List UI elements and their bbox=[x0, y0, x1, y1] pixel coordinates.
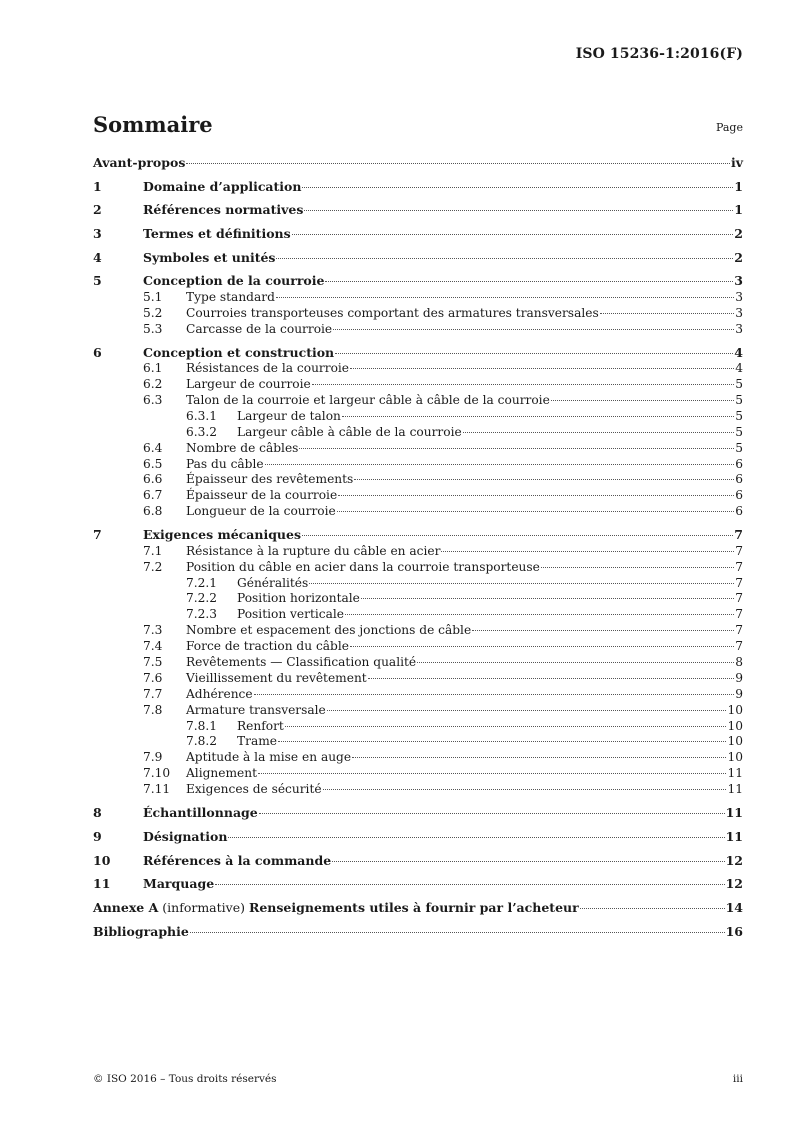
toc-entry-title: Exigences mécaniques bbox=[143, 527, 302, 543]
toc-entry[interactable] bbox=[93, 805, 743, 821]
toc-entry[interactable] bbox=[93, 560, 743, 576]
toc-entry[interactable] bbox=[93, 655, 743, 671]
toc-entry[interactable] bbox=[93, 719, 743, 735]
toc-entry-number: 5.3 bbox=[143, 321, 163, 336]
toc-entry-number: 5.1 bbox=[143, 289, 163, 304]
dot-leader bbox=[276, 297, 734, 298]
toc-entry-page: 11 bbox=[725, 829, 743, 845]
toc-entry-page: 11 bbox=[727, 766, 743, 781]
dot-leader bbox=[323, 789, 727, 790]
toc-entry-page: 8 bbox=[735, 655, 743, 670]
dot-leader bbox=[186, 163, 730, 164]
toc-entry-title: Conception de la courroie bbox=[143, 273, 325, 289]
toc-entry-title: Pas du câble bbox=[186, 456, 264, 471]
toc-entry-title: Renfort bbox=[237, 718, 284, 733]
toc-entry[interactable] bbox=[93, 623, 743, 639]
dot-leader bbox=[361, 598, 734, 599]
toc-entry-page: 7 bbox=[735, 559, 743, 574]
toc-entry-number: 7 bbox=[93, 527, 102, 543]
toc-entry-page: 2 bbox=[734, 249, 743, 265]
toc-entry-number: 7.2.3 bbox=[186, 607, 218, 622]
dot-leader bbox=[325, 281, 733, 282]
toc-entry-title: Largeur câble à câble de la courroie bbox=[237, 424, 462, 439]
toc-entry-number: 1 bbox=[93, 178, 102, 194]
dot-leader bbox=[541, 567, 734, 568]
toc-entry-title: Force de traction du câble bbox=[186, 639, 349, 654]
toc-entry[interactable] bbox=[93, 322, 743, 338]
toc-entry-page: 5 bbox=[735, 377, 743, 392]
dot-leader bbox=[304, 210, 733, 211]
toc-entry[interactable] bbox=[93, 504, 743, 520]
toc-entry-page: 3 bbox=[735, 289, 743, 304]
toc-entry-number: 7.5 bbox=[143, 655, 163, 670]
copyright-notice: © ISO 2016 – Tous droits réservés bbox=[93, 1073, 277, 1085]
toc-entry-title: Carcasse de la courroie bbox=[186, 321, 333, 336]
toc-entry[interactable] bbox=[93, 226, 743, 242]
toc-entry-page: 7 bbox=[735, 575, 743, 590]
toc-entry-title: Avant-propos bbox=[93, 155, 186, 170]
dot-leader bbox=[254, 694, 735, 695]
dot-leader bbox=[472, 630, 734, 631]
toc-entry-title: Aptitude à la mise en auge bbox=[186, 750, 352, 765]
toc-entry-page: 10 bbox=[727, 750, 743, 765]
dot-leader bbox=[333, 329, 734, 330]
toc-entry[interactable] bbox=[93, 544, 743, 560]
dot-leader bbox=[342, 416, 734, 417]
toc-entry-number: 10 bbox=[93, 852, 111, 868]
toc-entry-page: 3 bbox=[735, 321, 743, 336]
dot-leader bbox=[265, 464, 735, 465]
toc-entry-page: 5 bbox=[735, 392, 743, 407]
toc-entry[interactable] bbox=[93, 687, 743, 703]
toc-entry[interactable] bbox=[93, 179, 743, 195]
dot-leader bbox=[258, 773, 727, 774]
toc-entry-title: Revêtements — Classification qualité bbox=[186, 655, 417, 670]
toc-entry-number: 6.3.1 bbox=[186, 408, 218, 423]
toc-entry-page: 3 bbox=[734, 273, 743, 289]
toc-entry[interactable] bbox=[93, 155, 743, 171]
toc-entry[interactable] bbox=[93, 576, 743, 592]
toc-entry-page: 2 bbox=[734, 226, 743, 242]
toc-entry-title: Domaine d’application bbox=[143, 178, 302, 194]
dot-leader bbox=[338, 495, 734, 496]
dot-leader bbox=[285, 726, 727, 727]
toc-entry-title: Résistances de la courroie bbox=[186, 361, 350, 376]
toc-entry-page: 10 bbox=[727, 718, 743, 733]
dot-leader bbox=[228, 837, 724, 838]
toc-entry-title: Vieillissement du revêtement bbox=[186, 670, 367, 685]
toc-entry-page: 16 bbox=[725, 923, 743, 939]
toc-entry[interactable] bbox=[93, 639, 743, 655]
toc-entry-page: 6 bbox=[735, 456, 743, 471]
dot-leader bbox=[580, 908, 725, 909]
toc-entry-title: Courroies transporteuses comportant des armatures transversales bbox=[186, 305, 599, 320]
toc-entry-page: 4 bbox=[734, 344, 743, 360]
toc-entry-title: Exigences de sécurité bbox=[186, 782, 322, 797]
toc-entry-page: 6 bbox=[735, 504, 743, 519]
toc-entry[interactable] bbox=[93, 361, 743, 377]
dot-leader bbox=[215, 884, 724, 885]
toc-entry-title: Épaisseur de la courroie bbox=[186, 488, 338, 503]
toc-entry-page: 4 bbox=[735, 361, 743, 376]
toc-entry-number: 7.8.2 bbox=[186, 734, 218, 749]
annex-title: Renseignements utiles à fournir par l’acheteur bbox=[248, 900, 579, 916]
toc-entry-title: Longueur de la courroie bbox=[186, 504, 336, 519]
toc-entry-number: 7.7 bbox=[143, 686, 163, 701]
toc-entry[interactable] bbox=[93, 591, 743, 607]
dot-leader bbox=[350, 646, 734, 647]
toc-entry-page: 11 bbox=[727, 782, 743, 797]
page-title: Sommaire bbox=[93, 112, 213, 137]
toc-entry[interactable] bbox=[93, 393, 743, 409]
dot-leader bbox=[299, 448, 734, 449]
dot-leader bbox=[345, 614, 734, 615]
toc-entry-title: Largeur de courroie bbox=[186, 377, 311, 392]
dot-leader bbox=[354, 479, 734, 480]
toc-entry-page: 1 bbox=[734, 202, 743, 218]
toc-entry-number: 2 bbox=[93, 202, 102, 218]
toc-entry[interactable] bbox=[93, 306, 743, 322]
toc-entry-title: Généralités bbox=[237, 575, 309, 590]
table-of-contents bbox=[93, 155, 743, 940]
toc-entry-number: 7.3 bbox=[143, 623, 163, 638]
toc-entry-number: 7.2.1 bbox=[186, 575, 218, 590]
dot-leader bbox=[302, 535, 733, 536]
toc-entry[interactable] bbox=[93, 924, 743, 940]
toc-entry-number: 11 bbox=[93, 876, 111, 892]
toc-entry[interactable] bbox=[93, 290, 743, 306]
toc-entry-page: 11 bbox=[725, 805, 743, 821]
toc-entry-number: 7.4 bbox=[143, 639, 163, 654]
toc-entry-number: 6.6 bbox=[143, 472, 163, 487]
toc-entry-title: Épaisseur des revêtements bbox=[186, 472, 354, 487]
toc-entry-page: 7 bbox=[735, 623, 743, 638]
toc-entry[interactable] bbox=[93, 782, 743, 798]
toc-entry[interactable] bbox=[93, 425, 743, 441]
toc-entry-page: 9 bbox=[735, 686, 743, 701]
toc-entry-page: 14 bbox=[725, 900, 743, 916]
toc-entry-number: 5 bbox=[93, 273, 102, 289]
toc-entry-page: 7 bbox=[735, 591, 743, 606]
toc-entry-page: 6 bbox=[735, 472, 743, 487]
toc-entry-number: 7.6 bbox=[143, 670, 163, 685]
toc-entry-number: 6 bbox=[93, 344, 102, 360]
dot-leader bbox=[259, 813, 725, 814]
toc-entry-number: 6.3 bbox=[143, 392, 163, 407]
toc-entry[interactable] bbox=[93, 734, 743, 750]
dot-leader bbox=[463, 432, 735, 433]
dot-leader bbox=[276, 258, 733, 259]
dot-leader bbox=[441, 551, 734, 552]
toc-entry-page: 7 bbox=[735, 607, 743, 622]
toc-entry-page: 12 bbox=[725, 876, 743, 892]
annex-label: Annexe A bbox=[93, 900, 159, 916]
dot-leader bbox=[312, 384, 734, 385]
toc-entry[interactable] bbox=[93, 457, 743, 473]
dot-leader bbox=[350, 368, 734, 369]
toc-entry[interactable] bbox=[93, 829, 743, 845]
toc-entry-number: 6.4 bbox=[143, 440, 163, 455]
toc-entry[interactable] bbox=[93, 900, 743, 916]
toc-entry-title: Nombre et espacement des jonctions de câble bbox=[186, 623, 472, 638]
toc-entry[interactable] bbox=[93, 488, 743, 504]
toc-entry-number: 7.10 bbox=[143, 766, 171, 781]
dot-leader bbox=[368, 678, 735, 679]
toc-entry-page: 7 bbox=[734, 527, 743, 543]
toc-entry-number: 6.3.2 bbox=[186, 424, 218, 439]
toc-entry-number: 6.8 bbox=[143, 504, 163, 519]
dot-leader bbox=[309, 583, 734, 584]
toc-entry[interactable] bbox=[93, 876, 743, 892]
toc-entry-title: Talon de la courroie et largeur câble à câble de la courroie bbox=[186, 392, 550, 407]
toc-entry-title: Références à la commande bbox=[143, 852, 332, 868]
toc-entry-number: 7.9 bbox=[143, 750, 163, 765]
toc-entry-page: 10 bbox=[727, 734, 743, 749]
toc-entry-title bbox=[93, 900, 579, 916]
dot-leader bbox=[417, 662, 734, 663]
toc-entry-number: 7.2.2 bbox=[186, 591, 218, 606]
dot-leader bbox=[190, 932, 725, 933]
toc-entry-page: 1 bbox=[734, 178, 743, 194]
dot-leader bbox=[335, 353, 733, 354]
toc-entry[interactable] bbox=[93, 273, 743, 289]
toc-entry[interactable] bbox=[93, 441, 743, 457]
toc-entry-title: Conception et construction bbox=[143, 344, 335, 360]
toc-entry-number: 6.7 bbox=[143, 488, 163, 503]
dot-leader bbox=[332, 861, 724, 862]
toc-entry-title: Marquage bbox=[143, 876, 215, 892]
toc-entry-page: 7 bbox=[735, 639, 743, 654]
toc-entry[interactable] bbox=[93, 853, 743, 869]
toc-entry-page: 6 bbox=[735, 488, 743, 503]
page-column-label: Page bbox=[715, 121, 743, 134]
toc-entry-number: 4 bbox=[93, 249, 102, 265]
annex-note: (informative) bbox=[158, 900, 249, 916]
dot-leader bbox=[352, 757, 726, 758]
toc-entry-title: Bibliographie bbox=[93, 923, 189, 939]
toc-entry[interactable] bbox=[93, 671, 743, 687]
toc-entry-title: Termes et définitions bbox=[143, 226, 291, 242]
dot-leader bbox=[327, 710, 727, 711]
toc-entry-title: Échantillonnage bbox=[143, 805, 258, 821]
dot-leader bbox=[278, 741, 726, 742]
toc-entry-page: 5 bbox=[735, 424, 743, 439]
toc-entry-number: 9 bbox=[93, 829, 102, 845]
toc-entry-page: 5 bbox=[735, 440, 743, 455]
toc-entry-number: 7.8 bbox=[143, 702, 163, 717]
toc-entry-title: Nombre de câbles bbox=[186, 440, 299, 455]
toc-entry-title: Symboles et unités bbox=[143, 249, 276, 265]
dot-leader bbox=[600, 313, 735, 314]
document-id: ISO 15236-1:2016(F) bbox=[575, 46, 743, 62]
toc-entry[interactable] bbox=[93, 409, 743, 425]
toc-entry-number: 3 bbox=[93, 226, 102, 242]
dot-leader bbox=[292, 234, 734, 235]
toc-entry[interactable] bbox=[93, 750, 743, 766]
dot-leader bbox=[302, 187, 733, 188]
toc-entry-page: 10 bbox=[727, 702, 743, 717]
toc-entry-title: Trame bbox=[237, 734, 277, 749]
toc-entry-page: 5 bbox=[735, 408, 743, 423]
toc-entry-number: 8 bbox=[93, 805, 102, 821]
page-number: iii bbox=[732, 1073, 743, 1085]
toc-entry-title: Armature transversale bbox=[186, 702, 326, 717]
toc-entry[interactable] bbox=[93, 766, 743, 782]
toc-entry-number: 7.2 bbox=[143, 559, 163, 574]
toc-entry-title: Position du câble en acier dans la courroie transporteuse bbox=[186, 559, 540, 574]
toc-entry-title: Position verticale bbox=[237, 607, 344, 622]
toc-entry-number: 5.2 bbox=[143, 305, 163, 320]
toc-entry-title: Références normatives bbox=[143, 202, 304, 218]
dot-leader bbox=[551, 400, 734, 401]
toc-entry[interactable] bbox=[93, 703, 743, 719]
toc-entry-title: Résistance à la rupture du câble en acier bbox=[186, 543, 441, 558]
toc-entry-title: Position horizontale bbox=[237, 591, 360, 606]
toc-entry-page: 3 bbox=[735, 305, 743, 320]
toc-entry-page: 9 bbox=[735, 670, 743, 685]
toc-entry-title: Largeur de talon bbox=[237, 408, 341, 423]
toc-entry-title: Adhérence bbox=[186, 686, 253, 701]
toc-entry-title: Alignement bbox=[186, 766, 257, 781]
toc-entry[interactable] bbox=[93, 527, 743, 543]
toc-entry-number: 6.1 bbox=[143, 361, 163, 376]
toc-entry[interactable] bbox=[93, 472, 743, 488]
toc-entry-number: 7.11 bbox=[143, 782, 171, 797]
toc-entry-number: 7.1 bbox=[143, 543, 163, 558]
toc-entry-number: 6.2 bbox=[143, 377, 163, 392]
toc-entry-page: 12 bbox=[725, 852, 743, 868]
toc-entry-title: Type standard bbox=[186, 289, 275, 304]
toc-entry[interactable] bbox=[93, 250, 743, 266]
toc-entry-page: iv bbox=[730, 155, 743, 170]
toc-entry-number: 7.8.1 bbox=[186, 718, 218, 733]
toc-entry-title: Désignation bbox=[143, 829, 228, 845]
toc-entry[interactable] bbox=[93, 377, 743, 393]
dot-leader bbox=[337, 511, 735, 512]
toc-entry[interactable] bbox=[93, 345, 743, 361]
toc-entry[interactable] bbox=[93, 607, 743, 623]
toc-entry-number: 6.5 bbox=[143, 456, 163, 471]
toc-entry-page: 7 bbox=[735, 543, 743, 558]
toc-entry[interactable] bbox=[93, 202, 743, 218]
